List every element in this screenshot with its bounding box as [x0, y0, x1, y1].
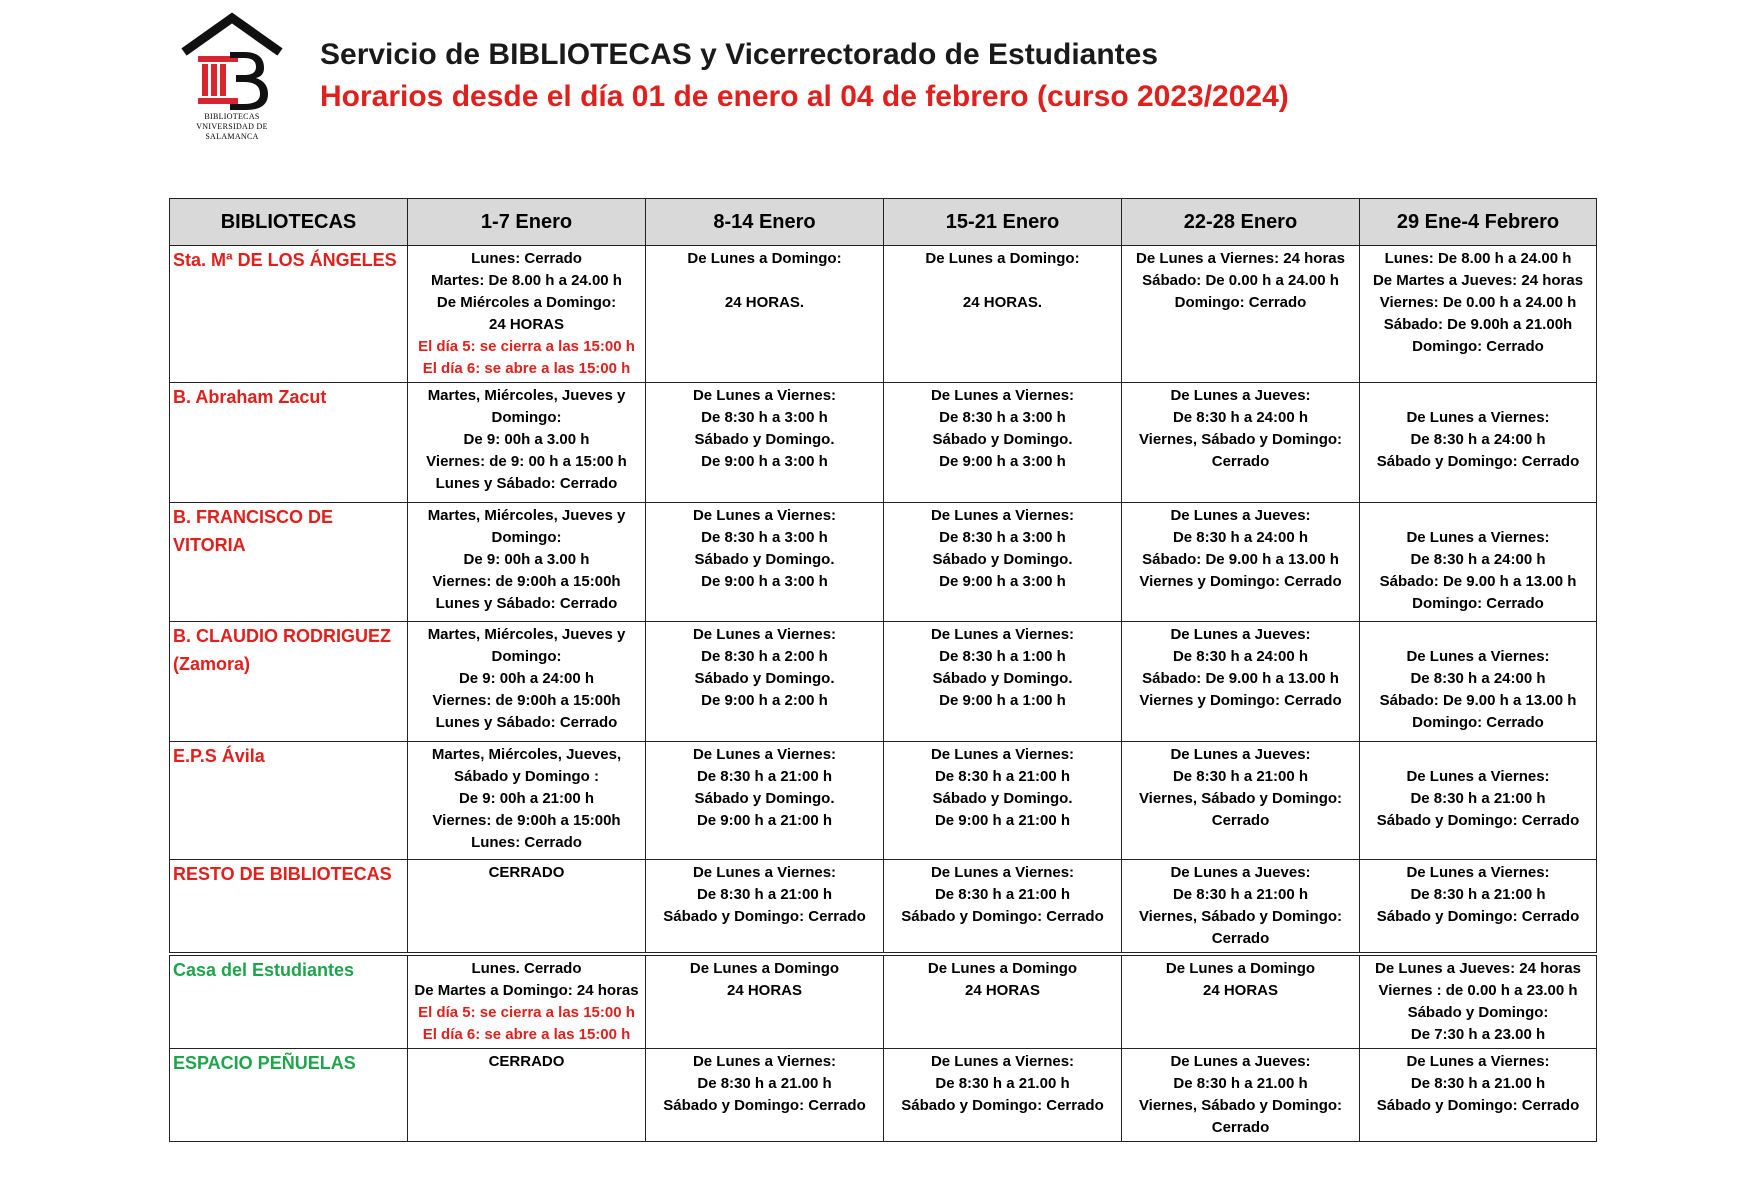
- column-header-week-4: 22-28 Enero: [1122, 199, 1360, 246]
- schedule-line: Sábado y Domingo.: [932, 431, 1073, 448]
- schedule-line: Sábado y Domingo: Cerrado: [1376, 812, 1580, 829]
- schedule-cell: [408, 860, 646, 955]
- schedule-line: De Lunes a Domingo: [927, 960, 1078, 977]
- schedule-cell: [1360, 246, 1597, 383]
- schedule-line: Martes, Miércoles, Jueves y: [427, 387, 626, 404]
- schedule-line: [1363, 505, 1593, 527]
- schedule-line: [1363, 624, 1593, 646]
- schedule-line: Sábado y Domingo.: [932, 670, 1073, 687]
- schedule-line: [887, 270, 1118, 292]
- schedule-cell: [646, 383, 884, 503]
- schedule-line: De 8:30 h a 24:00 h: [1410, 431, 1546, 448]
- schedule-line: De Lunes a Jueves:: [1170, 387, 1311, 404]
- schedule-line: De 9: 00h a 3.00 h: [463, 431, 590, 448]
- schedule-line: Viernes, Sábado y Domingo:: [1138, 1097, 1343, 1114]
- schedule-cell: [408, 246, 646, 383]
- schedule-line: Martes: De 8.00 h a 24.00 h: [431, 272, 622, 289]
- schedule-cell: [1360, 954, 1597, 1049]
- schedule-line: Sábado y Domingo: Cerrado: [1376, 453, 1580, 470]
- schedule-line: Viernes, Sábado y Domingo:: [1138, 790, 1343, 807]
- schedule-line: El día 6: se abre a las 15:00 h: [422, 1026, 631, 1043]
- schedule-line: Viernes: de 9:00h a 15:00h: [432, 812, 621, 829]
- schedule-line: De Lunes a Jueves:: [1170, 507, 1311, 524]
- schedule-line: De 8:30 h a 1:00 h: [939, 648, 1066, 665]
- schedule-line: De Lunes a Viernes:: [930, 746, 1075, 763]
- schedule-cell: [646, 503, 884, 622]
- schedule-line: 24 HORAS.: [962, 294, 1043, 311]
- schedule-line: Sábado y Domingo: Cerrado: [901, 1097, 1104, 1114]
- schedule-line: De 8:30 h a 24:00 h: [1410, 670, 1546, 687]
- schedule-line: Sábado y Domingo.: [694, 431, 835, 448]
- schedule-line: De 9:00 h a 3:00 h: [701, 453, 828, 470]
- schedule-line: De Lunes a Domingo: [689, 960, 840, 977]
- schedule-line: Sábado y Domingo: Cerrado: [1376, 1097, 1580, 1114]
- schedule-cell: [1122, 383, 1360, 503]
- column-header-week-3: 15-21 Enero: [884, 199, 1122, 246]
- schedule-line: Sábado y Domingo.: [694, 790, 835, 807]
- schedule-line: Cerrado: [1211, 453, 1270, 470]
- schedule-line: De 8:30 h a 3:00 h: [939, 529, 1066, 546]
- schedule-line: Sábado y Domingo.: [932, 551, 1073, 568]
- schedule-line: Viernes, Sábado y Domingo:: [1138, 431, 1343, 448]
- schedule-line: Viernes y Domingo: Cerrado: [1139, 692, 1342, 709]
- schedule-line: De 9:00 h a 1:00 h: [939, 692, 1066, 709]
- schedule-cell: [1122, 954, 1360, 1049]
- schedule-line: De 8:30 h a 21:00 h: [1172, 886, 1309, 903]
- schedule-line: De 8:30 h a 21.00 h: [1173, 1075, 1308, 1092]
- schedule-line: De Lunes a Viernes:: [1406, 1053, 1550, 1070]
- schedule-line: De Martes a Domingo: 24 horas: [414, 982, 639, 999]
- schedule-line: Sábado: De 9.00 h a 13.00 h: [1379, 692, 1577, 709]
- schedule-line: De 7:30 h a 23.00 h: [1410, 1026, 1546, 1043]
- schedule-cell: [1122, 742, 1360, 860]
- library-name: B. CLAUDIO RODRIGUEZ (Zamora): [170, 622, 408, 742]
- schedule-line: Martes, Miércoles, Jueves y: [427, 626, 626, 643]
- column-header-week-5: 29 Ene-4 Febrero: [1360, 199, 1597, 246]
- schedule-line: De Lunes a Viernes:: [692, 626, 837, 643]
- schedule-line: Sábado: De 9.00 h a 13.00 h: [1142, 670, 1339, 687]
- schedule-line: 24 HORAS: [726, 982, 803, 999]
- table-row: [170, 246, 1597, 383]
- schedule-line: De Lunes a Viernes:: [930, 864, 1075, 881]
- schedule-line: De Lunes a Domingo: [1165, 960, 1316, 977]
- logo-line-2: VNIVERSIDAD DE SALAMANCA: [196, 122, 268, 141]
- schedule-cell: [1122, 246, 1360, 383]
- schedule-line: Lunes y Sábado: Cerrado: [435, 714, 618, 731]
- schedule-line: De 8:30 h a 21:00 h: [696, 886, 833, 903]
- schedule-line: De 8:30 h a 21.00 h: [697, 1075, 832, 1092]
- schedule-line: Lunes: Cerrado: [471, 834, 582, 851]
- schedule-line: De Lunes a Viernes:: [930, 507, 1075, 524]
- schedule-cell: [646, 742, 884, 860]
- schedule-cell: [1360, 860, 1597, 955]
- table-row: [170, 742, 1597, 860]
- schedule-line: De Lunes a Viernes:: [692, 387, 837, 404]
- schedule-line: De Lunes a Viernes:: [1406, 864, 1550, 881]
- schedule-line: De Lunes a Viernes:: [692, 1053, 837, 1070]
- schedule-line: Sábado y Domingo.: [932, 790, 1073, 807]
- schedule-cell: [646, 860, 884, 955]
- schedule-cell: [1122, 622, 1360, 742]
- schedule-line: De Lunes a Jueves: 24 horas: [1375, 960, 1581, 977]
- schedule-line: De Lunes a Viernes:: [930, 387, 1075, 404]
- column-header-week-2: 8-14 Enero: [646, 199, 884, 246]
- schedule-line: De 8:30 h a 24:00 h: [1172, 648, 1309, 665]
- schedule-line: De Lunes a Viernes:: [1406, 768, 1550, 785]
- table-header-row: [170, 199, 1597, 246]
- schedule-cell: [646, 1049, 884, 1142]
- schedule-cell: [646, 954, 884, 1049]
- schedule-line: Sábado y Domingo: Cerrado: [663, 908, 866, 925]
- schedule-line: Martes, Miércoles, Jueves y: [427, 507, 626, 524]
- schedule-line: Cerrado: [1211, 1119, 1270, 1136]
- schedule-line: De Miércoles a Domingo:: [436, 294, 617, 311]
- schedule-line: 24 HORAS: [1202, 982, 1279, 999]
- schedule-table: [169, 198, 1597, 1142]
- schedule-cell: [1360, 503, 1597, 622]
- schedule-cell: [1360, 1049, 1597, 1142]
- library-building-icon: [178, 12, 286, 112]
- table-row: [170, 503, 1597, 622]
- table-row: [170, 622, 1597, 742]
- schedule-line: Sábado y Domingo :: [453, 768, 599, 785]
- schedule-line: Martes, Miércoles, Jueves,: [431, 746, 622, 763]
- schedule-line: Viernes: de 9:00h a 15:00h: [432, 692, 621, 709]
- schedule-cell: [1122, 860, 1360, 955]
- table-row: [170, 1049, 1597, 1142]
- schedule-cell: [1360, 622, 1597, 742]
- schedule-line: Domingo: Cerrado: [1174, 294, 1307, 311]
- schedule-line: Viernes: de 9:00h a 15:00h: [432, 573, 621, 590]
- schedule-cell: [884, 383, 1122, 503]
- schedule-line: [649, 270, 880, 292]
- schedule-cell: [646, 246, 884, 383]
- schedule-line: Sábado y Domingo: Cerrado: [901, 908, 1104, 925]
- schedule-cell: [884, 503, 1122, 622]
- schedule-line: Cerrado: [1211, 812, 1270, 829]
- schedule-line: De 8:30 h a 24:00 h: [1172, 529, 1309, 546]
- schedule-line: De 8:30 h a 21:00 h: [1410, 790, 1546, 807]
- schedule-line: De 9:00 h a 3:00 h: [939, 573, 1066, 590]
- schedule-line: Sábado y Domingo:: [1407, 1004, 1549, 1021]
- schedule-line: De 8:30 h a 21:00 h: [934, 886, 1071, 903]
- schedule-line: De Lunes a Viernes:: [1406, 409, 1550, 426]
- schedule-cell: [1360, 383, 1597, 503]
- schedule-line: [1363, 744, 1593, 766]
- schedule-line: De Lunes a Jueves:: [1170, 626, 1311, 643]
- schedule-line: Sábado: De 9.00 h a 13.00 h: [1379, 573, 1577, 590]
- schedule-line: De Lunes a Domingo:: [925, 250, 1080, 267]
- schedule-line: 24 HORAS: [964, 982, 1041, 999]
- schedule-line: Viernes : de 0.00 h a 23.00 h: [1378, 982, 1578, 999]
- schedule-line: Domingo: Cerrado: [1412, 338, 1544, 355]
- schedule-line: De Lunes a Jueves:: [1170, 1053, 1311, 1070]
- schedule-line: De 8:30 h a 24:00 h: [1410, 551, 1546, 568]
- schedule-line: De 9:00 h a 21:00 h: [696, 812, 833, 829]
- schedule-line: De 9:00 h a 21:00 h: [934, 812, 1071, 829]
- library-name: B. Abraham Zacut: [170, 383, 408, 503]
- university-library-logo: [178, 12, 286, 141]
- schedule-line: Viernes, Sábado y Domingo:: [1138, 908, 1343, 925]
- schedule-line: De Lunes a Jueves:: [1170, 864, 1311, 881]
- schedule-line: De 8:30 h a 21:00 h: [1172, 768, 1309, 785]
- schedule-cell: [408, 503, 646, 622]
- schedule-line: Lunes: Cerrado: [471, 250, 582, 267]
- schedule-cell: [884, 246, 1122, 383]
- schedule-line: CERRADO: [488, 864, 565, 881]
- schedule-line: De 8:30 h a 21:00 h: [934, 768, 1071, 785]
- schedule-line: Domingo:: [491, 409, 562, 426]
- schedule-line: De 8:30 h a 21:00 h: [696, 768, 833, 785]
- schedule-line: De 9:00 h a 3:00 h: [701, 573, 828, 590]
- schedule-line: El día 5: se cierra a las 15:00 h: [418, 1004, 635, 1021]
- library-name: Casa del Estudiantes: [170, 954, 408, 1049]
- schedule-line: De 8:30 h a 3:00 h: [939, 409, 1066, 426]
- schedule-cell: [408, 383, 646, 503]
- schedule-cell: [1122, 1049, 1360, 1142]
- schedule-line: Domingo: Cerrado: [1412, 595, 1544, 612]
- page-subtitle: Horarios desde el día 01 de enero al 04 de febrero (curso 2023/2024): [320, 80, 1289, 113]
- schedule-line: Sábado y Domingo: Cerrado: [663, 1097, 866, 1114]
- schedule-line: De 8:30 h a 21:00 h: [1410, 886, 1546, 903]
- schedule-line: De 8:30 h a 24:00 h: [1172, 409, 1309, 426]
- schedule-line: 24 HORAS.: [724, 294, 805, 311]
- schedule-line: Lunes: De 8.00 h a 24.00 h: [1384, 250, 1572, 267]
- schedule-line: Cerrado: [1211, 930, 1270, 947]
- schedule-line: De Lunes a Jueves:: [1170, 746, 1311, 763]
- library-name: B. FRANCISCO DE VITORIA: [170, 503, 408, 622]
- schedule-cell: [884, 1049, 1122, 1142]
- schedule-line: De 8:30 h a 3:00 h: [701, 409, 828, 426]
- schedule-cell: [408, 954, 646, 1049]
- schedule-line: De 9:00 h a 3:00 h: [939, 453, 1066, 470]
- library-name: RESTO DE BIBLIOTECAS: [170, 860, 408, 955]
- schedule-cell: [1122, 503, 1360, 622]
- schedule-line: De 9: 00h a 3.00 h: [463, 551, 590, 568]
- schedule-cell: [884, 860, 1122, 955]
- schedule-line: De Lunes a Viernes:: [930, 1053, 1075, 1070]
- schedule-line: Viernes: de 9: 00 h a 15:00 h: [426, 453, 627, 470]
- schedule-cell: [884, 742, 1122, 860]
- schedule-line: Viernes y Domingo: Cerrado: [1139, 573, 1342, 590]
- schedule-cell: [408, 1049, 646, 1142]
- schedule-line: 24 HORAS: [488, 316, 565, 333]
- schedule-line: De 8:30 h a 21.00 h: [1410, 1075, 1546, 1092]
- table-row: [170, 954, 1597, 1049]
- schedule-cell: [884, 954, 1122, 1049]
- schedule-cell: [408, 622, 646, 742]
- schedule-cell: [646, 622, 884, 742]
- schedule-cell: [1360, 742, 1597, 860]
- schedule-line: De 8:30 h a 3:00 h: [701, 529, 828, 546]
- schedule-line: Domingo:: [491, 648, 562, 665]
- table-row: [170, 860, 1597, 955]
- schedule-line: Viernes: De 0.00 h a 24.00 h: [1379, 294, 1577, 311]
- schedule-cell: [884, 622, 1122, 742]
- schedule-line: De 9: 00h a 24:00 h: [458, 670, 595, 687]
- column-header-bibliotecas: BIBLIOTECAS: [170, 199, 408, 246]
- schedule-line: De 8:30 h a 2:00 h: [701, 648, 828, 665]
- table-row: [170, 383, 1597, 503]
- schedule-line: Lunes y Sábado: Cerrado: [435, 475, 618, 492]
- schedule-line: Sábado y Domingo.: [694, 551, 835, 568]
- column-header-week-1: 1-7 Enero: [408, 199, 646, 246]
- schedule-line: De Martes a Jueves: 24 horas: [1372, 272, 1584, 289]
- schedule-line: De Lunes a Domingo:: [687, 250, 842, 267]
- schedule-line: [1363, 385, 1593, 407]
- schedule-cell: [408, 742, 646, 860]
- logo-line-1: BIBLIOTECAS: [204, 112, 260, 121]
- schedule-line: De 9:00 h a 2:00 h: [701, 692, 828, 709]
- schedule-line: Sábado: De 0.00 h a 24.00 h: [1142, 272, 1339, 289]
- schedule-line: De Lunes a Viernes:: [1406, 648, 1550, 665]
- schedule-line: De Lunes a Viernes:: [692, 507, 837, 524]
- schedule-line: El día 5: se cierra a las 15:00 h: [418, 338, 635, 355]
- schedule-line: Sábado: De 9.00h a 21.00h: [1383, 316, 1573, 333]
- schedule-line: De 8:30 h a 21.00 h: [935, 1075, 1070, 1092]
- schedule-line: De 9: 00h a 21:00 h: [458, 790, 595, 807]
- schedule-line: Sábado: De 9.00 h a 13.00 h: [1142, 551, 1339, 568]
- schedule-line: De Lunes a Viernes:: [930, 626, 1075, 643]
- schedule-line: Sábado y Domingo.: [694, 670, 835, 687]
- schedule-line: Lunes. Cerrado: [471, 960, 582, 977]
- schedule-line: De Lunes a Viernes: 24 horas: [1136, 250, 1345, 267]
- library-name: ESPACIO PEÑUELAS: [170, 1049, 408, 1142]
- schedule-line: CERRADO: [488, 1053, 565, 1070]
- schedule-line: De Lunes a Viernes:: [692, 746, 837, 763]
- page-title: Servicio de BIBLIOTECAS y Vicerrectorado de Estudiantes: [320, 38, 1159, 71]
- library-name: E.P.S Ávila: [170, 742, 408, 860]
- schedule-line: Sábado y Domingo: Cerrado: [1376, 908, 1580, 925]
- schedule-line: El día 6: se abre a las 15:00 h: [422, 360, 631, 377]
- schedule-line: Lunes y Sábado: Cerrado: [435, 595, 618, 612]
- schedule-line: De Lunes a Viernes:: [692, 864, 837, 881]
- schedule-line: De Lunes a Viernes:: [1406, 529, 1550, 546]
- schedule-line: Domingo:: [491, 529, 562, 546]
- schedule-line: Domingo: Cerrado: [1412, 714, 1544, 731]
- library-name: Sta. Mª DE LOS ÁNGELES: [170, 246, 408, 383]
